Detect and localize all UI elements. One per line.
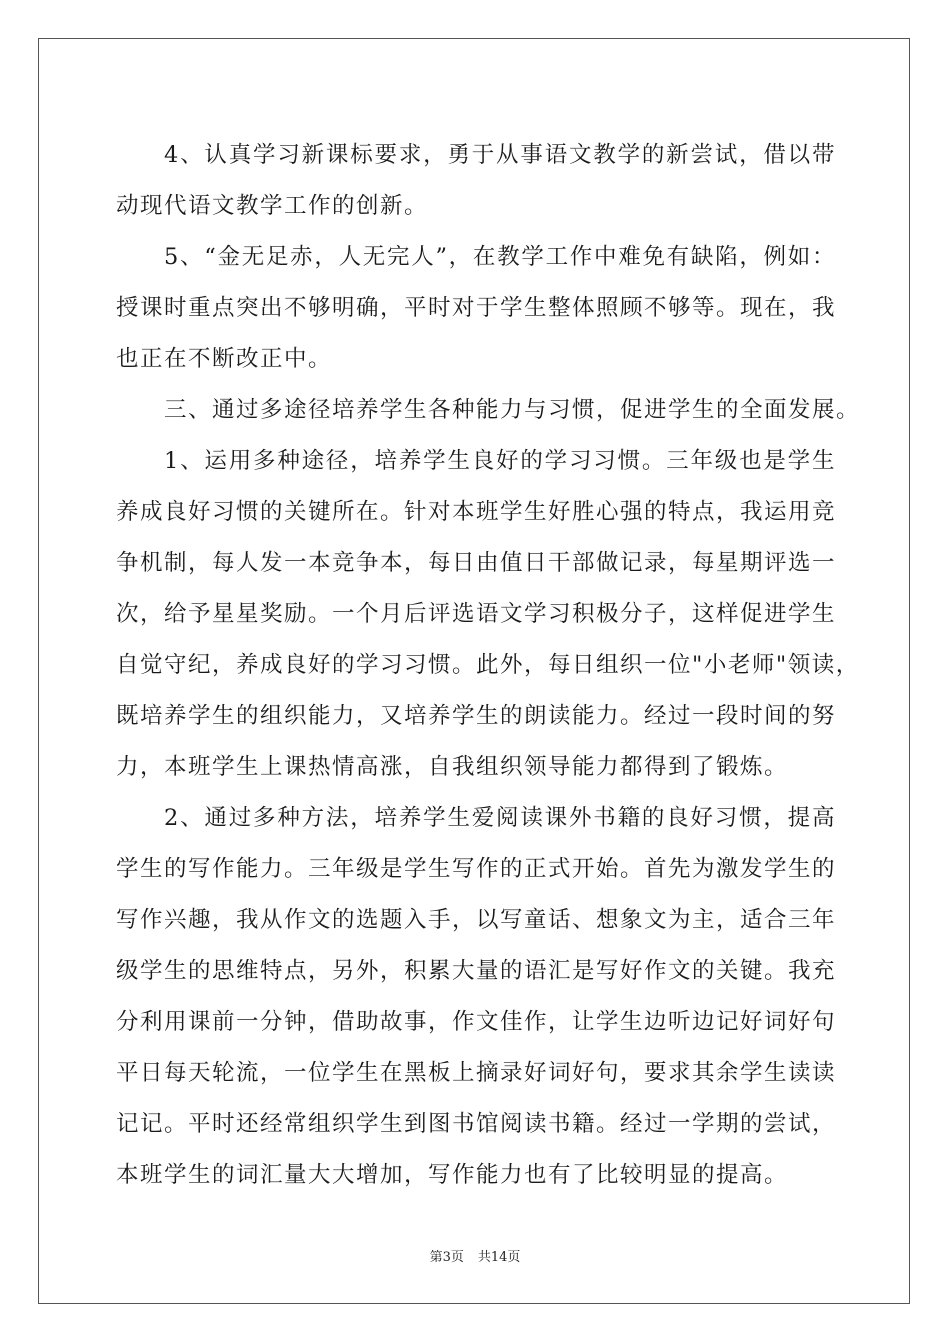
page-total: 共14页 xyxy=(477,1250,521,1265)
text-line: 本班学生的词汇量大大增加，写作能力也有了比较明显的提高。 xyxy=(116,1162,789,1188)
text-line: 授课时重点突出不够明确，平时对于学生整体照顾不够等。现在，我 xyxy=(116,295,837,321)
text-line: 2、通过多种方法，培养学生爱阅读课外书籍的良好习惯，提高 xyxy=(164,805,836,831)
text-line: 力，本班学生上课热情高涨，自我组织领导能力都得到了锻炼。 xyxy=(116,754,789,780)
page-number: 第3页 xyxy=(429,1250,464,1265)
text-line: 5、“金无足赤，人无完人”，在教学工作中难免有缺陷，例如： xyxy=(164,244,836,270)
text-line: 4、认真学习新课标要求，勇于从事语文教学的新尝试，借以带 xyxy=(164,142,836,168)
text-line: 也正在不断改正中。 xyxy=(116,346,333,372)
text-line: 自觉守纪，养成良好的学习习惯。此外，每日组织一位"小老师"领读， xyxy=(116,652,860,678)
text-line: 学生的写作能力。三年级是学生写作的正式开始。首先为激发学生的 xyxy=(116,856,837,882)
text-line: 既培养学生的组织能力，又培养学生的朗读能力。经过一段时间的努 xyxy=(116,703,837,729)
text-line: 养成良好习惯的关键所在。针对本班学生好胜心强的特点，我运用竞 xyxy=(116,499,837,525)
document-body xyxy=(116,130,861,1201)
text-line: 争机制，每人发一本竞争本，每日由值日干部做记录，每星期评选一 xyxy=(116,550,837,576)
text-line: 级学生的思维特点，另外，积累大量的语汇是写好作文的关键。我充 xyxy=(116,958,837,984)
text-line: 分利用课前一分钟，借助故事，作文佳作，让学生边听边记好词好句 xyxy=(116,1009,837,1035)
text-line: 记记。平时还经常组织学生到图书馆阅读书籍。经过一学期的尝试， xyxy=(116,1111,837,1137)
text-line: 动现代语文教学工作的创新。 xyxy=(116,193,429,219)
text-line: 写作兴趣，我从作文的选题入手，以写童话、想象文为主，适合三年 xyxy=(116,907,837,933)
section-heading: 三、通过多途径培养学生各种能力与习惯，促进学生的全面发展。 xyxy=(164,397,861,423)
text-line: 次，给予星星奖励。一个月后评选语文学习积极分子，这样促进学生 xyxy=(116,601,837,627)
text-line: 平日每天轮流，一位学生在黑板上摘录好词好句，要求其余学生读读 xyxy=(116,1060,837,1086)
text-line: 1、运用多种途径，培养学生良好的学习习惯。三年级也是学生 xyxy=(164,448,836,474)
page-footer xyxy=(0,1246,950,1265)
